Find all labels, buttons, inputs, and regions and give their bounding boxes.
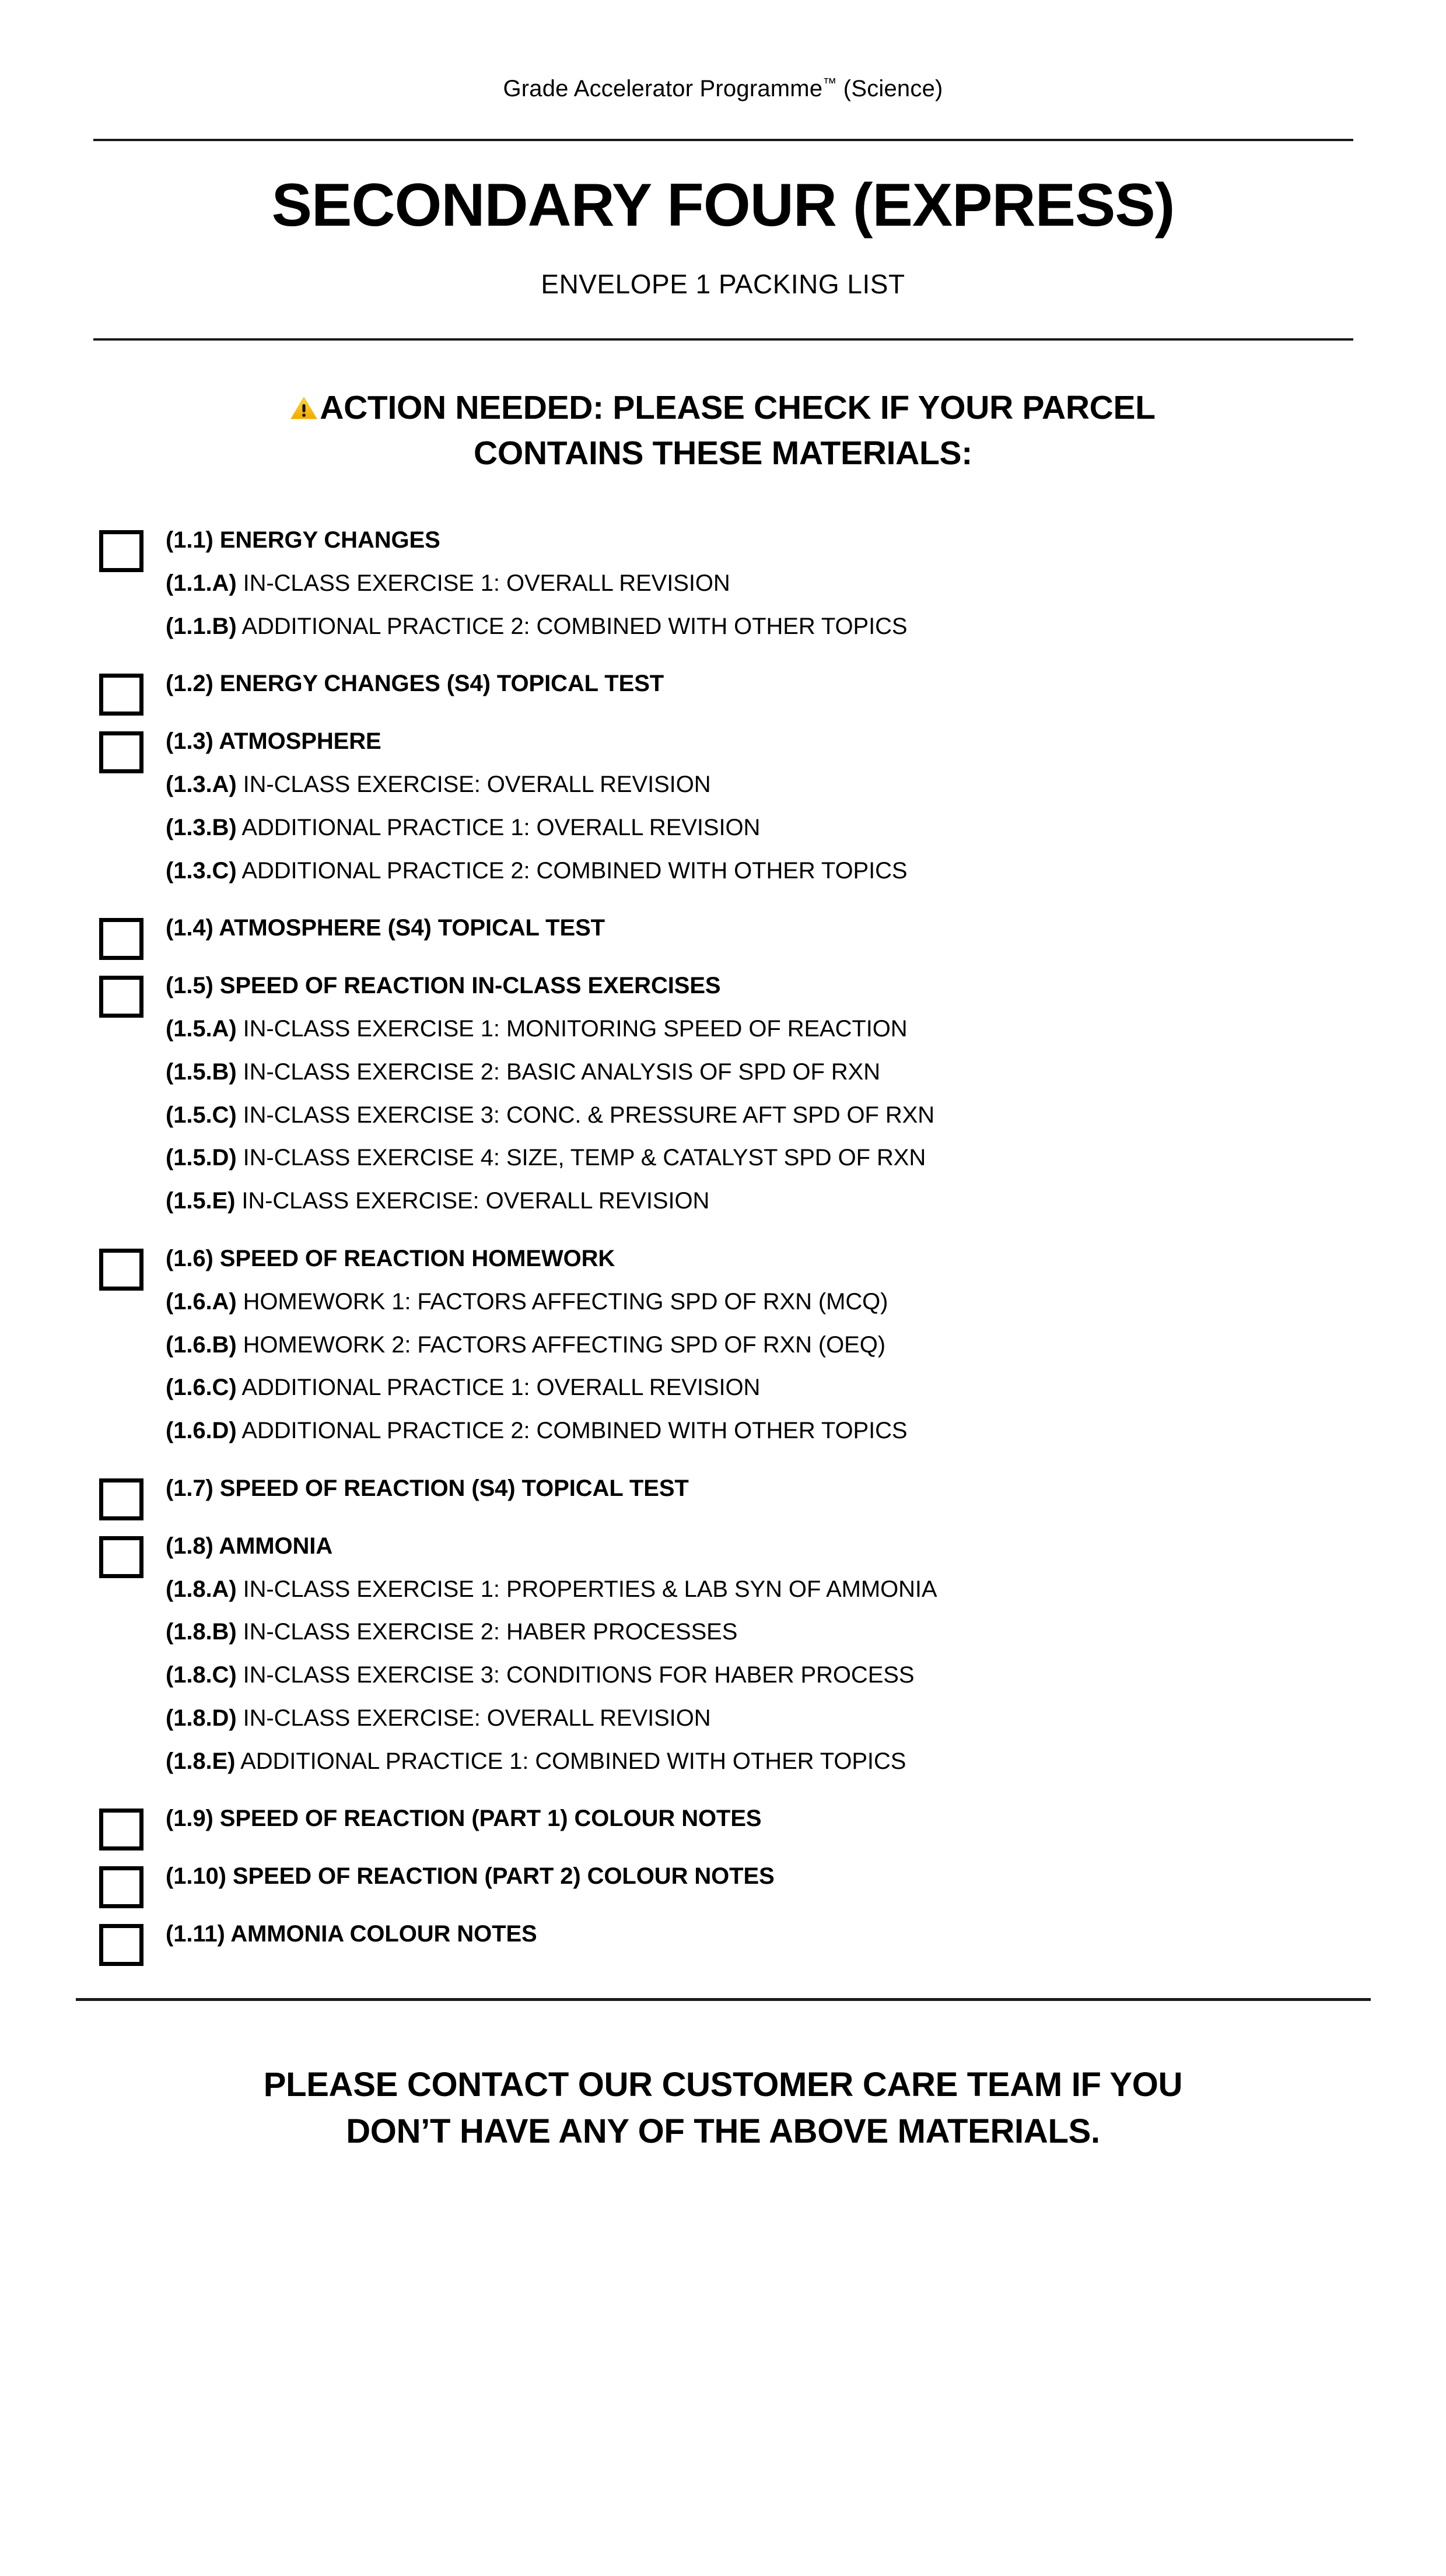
checklist-sub-item-label: IN-CLASS EXERCISE: OVERALL REVISION bbox=[241, 1188, 710, 1214]
header-divider-top bbox=[93, 139, 1353, 141]
checklist-group-title bbox=[166, 1533, 1446, 1560]
checklist-group-title bbox=[166, 1805, 1446, 1832]
checklist-sub-item bbox=[166, 613, 1446, 640]
checklist-group bbox=[99, 1863, 1446, 1890]
footer-divider bbox=[76, 1998, 1371, 2001]
checklist-group-code: (1.5) bbox=[166, 973, 213, 999]
checkbox[interactable] bbox=[99, 1866, 143, 1908]
checklist-group-title bbox=[166, 1475, 1446, 1502]
checklist-sub-item bbox=[166, 1102, 1446, 1129]
checklist-group-label: ATMOSPHERE (S4) TOPICAL TEST bbox=[219, 915, 605, 941]
checklist-sub-item bbox=[166, 570, 1446, 597]
programme-name: Grade Accelerator Programme bbox=[503, 76, 823, 101]
action-banner-line-2: CONTAINS THESE MATERIALS: bbox=[474, 434, 972, 472]
checklist-group-label: AMMONIA COLOUR NOTES bbox=[230, 1921, 537, 1947]
checklist-group-label: ATMOSPHERE bbox=[219, 728, 381, 755]
checklist-group-code: (1.10) bbox=[166, 1863, 226, 1890]
programme-subject: (Science) bbox=[836, 76, 943, 101]
checklist-group-title bbox=[166, 1863, 1446, 1890]
checklist-group-code: (1.2) bbox=[166, 671, 213, 697]
checklist-group-title bbox=[166, 1245, 1446, 1273]
checklist-sub-item-label: IN-CLASS EXERCISE: OVERALL REVISION bbox=[243, 771, 711, 797]
checklist-group-code: (1.7) bbox=[166, 1475, 213, 1501]
checklist-group-label: SPEED OF REACTION (PART 2) COLOUR NOTES bbox=[232, 1863, 775, 1890]
checklist-group-title bbox=[166, 670, 1446, 698]
checklist-sub-item-code: (1.8.B) bbox=[166, 1619, 237, 1645]
checklist-sub-item bbox=[166, 814, 1446, 842]
checklist-sub-item-code: (1.5.D) bbox=[166, 1145, 237, 1171]
checklist-group-title bbox=[166, 728, 1446, 755]
checklist-group-code: (1.8) bbox=[166, 1533, 213, 1559]
checklist-sub-item-code: (1.1.B) bbox=[166, 613, 237, 639]
checklist-group bbox=[99, 914, 1446, 942]
checkbox[interactable] bbox=[99, 976, 143, 1018]
checklist-sub-item-code: (1.6.C) bbox=[166, 1375, 237, 1401]
checklist-sub-item-code: (1.5.C) bbox=[166, 1102, 237, 1128]
footer-line-1: PLEASE CONTACT OUR CUSTOMER CARE TEAM IF YOU bbox=[263, 2065, 1183, 2104]
checklist-sub-item bbox=[166, 1144, 1446, 1172]
checklist-group bbox=[99, 1475, 1446, 1502]
checklist-sub-item-code: (1.6.B) bbox=[166, 1331, 237, 1358]
checklist-group-code: (1.3) bbox=[166, 728, 213, 755]
action-banner-line-1: ACTION NEEDED: PLEASE CHECK IF YOUR PARCEL bbox=[320, 388, 1156, 426]
checkbox[interactable] bbox=[99, 1809, 143, 1850]
checklist-group-code: (1.4) bbox=[166, 915, 213, 941]
checklist-sub-item-label: IN-CLASS EXERCISE 3: CONC. & PRESSURE AFT SPD OF RXN bbox=[243, 1102, 935, 1128]
checklist-sub-item-code: (1.8.D) bbox=[166, 1705, 237, 1731]
checklist-sub-item-label: ADDITIONAL PRACTICE 1: OVERALL REVISION bbox=[241, 814, 761, 840]
checklist-group bbox=[99, 1805, 1446, 1832]
checkbox[interactable] bbox=[99, 1924, 143, 1966]
checklist-sub-item bbox=[166, 1374, 1446, 1401]
checklist-group-title bbox=[166, 1920, 1446, 1948]
materials-checklist bbox=[0, 527, 1446, 1948]
checklist-group-label: SPEED OF REACTION IN-CLASS EXERCISES bbox=[219, 973, 721, 999]
checklist-sub-item-label: ADDITIONAL PRACTICE 1: OVERALL REVISION bbox=[241, 1375, 761, 1401]
checklist-sub-item-code: (1.1.A) bbox=[166, 570, 237, 596]
checklist-group bbox=[99, 527, 1446, 640]
checklist-group-title bbox=[166, 972, 1446, 1000]
checklist-sub-item-code: (1.3.C) bbox=[166, 857, 237, 884]
checklist-sub-item bbox=[166, 1618, 1446, 1646]
checklist-sub-item-code: (1.5.E) bbox=[166, 1188, 236, 1214]
checklist-sub-item-label: IN-CLASS EXERCISE 1: OVERALL REVISION bbox=[243, 570, 730, 596]
checklist-group-label: SPEED OF REACTION (PART 1) COLOUR NOTES bbox=[219, 1806, 762, 1832]
checklist-group-code: (1.1) bbox=[166, 527, 213, 553]
checklist-group bbox=[99, 728, 1446, 884]
programme-label bbox=[0, 75, 1446, 103]
checklist-sub-item-code: (1.3.A) bbox=[166, 771, 237, 797]
checklist-group-title bbox=[166, 914, 1446, 942]
checklist-sub-item-code: (1.8.E) bbox=[166, 1748, 236, 1774]
footer bbox=[0, 1998, 1446, 2155]
checkbox[interactable] bbox=[99, 530, 143, 572]
checklist-group-label: ENERGY CHANGES (S4) TOPICAL TEST bbox=[219, 671, 664, 697]
checklist-sub-item-label: IN-CLASS EXERCISE 4: SIZE, TEMP & CATALYST SPD OF RXN bbox=[243, 1145, 926, 1171]
checklist-sub-item-label: ADDITIONAL PRACTICE 2: COMBINED WITH OTHER TOPICS bbox=[241, 613, 908, 639]
checklist-sub-item-code: (1.8.C) bbox=[166, 1662, 237, 1688]
trademark-symbol: ™ bbox=[822, 75, 837, 92]
checkbox[interactable] bbox=[99, 1478, 143, 1520]
page-subtitle: ENVELOPE 1 PACKING LIST bbox=[541, 269, 905, 300]
checklist-sub-item-code: (1.8.A) bbox=[166, 1576, 237, 1602]
checklist-sub-item bbox=[166, 857, 1446, 885]
checklist-sub-item bbox=[166, 1059, 1446, 1086]
checklist-sub-item-label: IN-CLASS EXERCISE: OVERALL REVISION bbox=[243, 1705, 711, 1731]
checklist-sub-item bbox=[166, 1662, 1446, 1689]
checklist-sub-item-code: (1.5.A) bbox=[166, 1015, 237, 1042]
checklist-sub-item bbox=[166, 1187, 1446, 1215]
checklist-sub-item-label: ADDITIONAL PRACTICE 2: COMBINED WITH OTHER TOPICS bbox=[241, 857, 908, 884]
checklist-group bbox=[99, 1533, 1446, 1775]
checklist-sub-item bbox=[166, 1417, 1446, 1445]
checklist-group-label: ENERGY CHANGES bbox=[219, 527, 440, 553]
checkbox[interactable] bbox=[99, 674, 143, 716]
checklist-sub-item-code: (1.6.D) bbox=[166, 1418, 237, 1444]
footer-contact-note bbox=[93, 2062, 1353, 2155]
checklist-sub-item-code: (1.3.B) bbox=[166, 814, 237, 840]
checklist-sub-item-label: IN-CLASS EXERCISE 1: PROPERTIES & LAB SYN OF AMMONIA bbox=[243, 1576, 937, 1602]
page-title: SECONDARY FOUR (EXPRESS) bbox=[271, 171, 1175, 239]
checklist-sub-item bbox=[166, 1331, 1446, 1359]
checklist-sub-item-label: IN-CLASS EXERCISE 2: BASIC ANALYSIS OF SPD OF RXN bbox=[243, 1059, 881, 1085]
checklist-sub-item bbox=[166, 1705, 1446, 1732]
header-divider-bottom bbox=[93, 338, 1353, 341]
checklist-sub-item-label: ADDITIONAL PRACTICE 2: COMBINED WITH OTHER TOPICS bbox=[241, 1418, 908, 1444]
footer-line-2: DON’T HAVE ANY OF THE ABOVE MATERIALS. bbox=[346, 2112, 1100, 2150]
checkbox[interactable] bbox=[99, 1249, 143, 1291]
checklist-group bbox=[99, 972, 1446, 1215]
checklist-group-code: (1.9) bbox=[166, 1806, 213, 1832]
checklist-sub-item-label: ADDITIONAL PRACTICE 1: COMBINED WITH OTHER TOPICS bbox=[240, 1748, 906, 1774]
checklist-sub-item bbox=[166, 1015, 1446, 1043]
checklist-group bbox=[99, 1920, 1446, 1948]
masthead bbox=[0, 0, 1446, 103]
checklist-sub-item-code: (1.5.B) bbox=[166, 1059, 237, 1085]
warning-triangle-icon bbox=[290, 397, 317, 420]
checklist-group-label: SPEED OF REACTION (S4) TOPICAL TEST bbox=[219, 1475, 689, 1501]
checklist-group bbox=[99, 1245, 1446, 1445]
checklist-sub-item bbox=[166, 1576, 1446, 1603]
checklist-sub-item-code: (1.6.A) bbox=[166, 1288, 237, 1315]
checklist-group-code: (1.6) bbox=[166, 1245, 213, 1271]
checklist-group-title bbox=[166, 527, 1446, 554]
checklist-sub-item-label: IN-CLASS EXERCISE 2: HABER PROCESSES bbox=[243, 1619, 738, 1645]
checklist-sub-item bbox=[166, 771, 1446, 798]
checkbox[interactable] bbox=[99, 918, 143, 960]
title-block bbox=[0, 171, 1446, 301]
checklist-sub-item-label: HOMEWORK 1: FACTORS AFFECTING SPD OF RXN (MCQ) bbox=[243, 1288, 888, 1315]
checkbox[interactable] bbox=[99, 1536, 143, 1578]
checklist-group bbox=[99, 670, 1446, 698]
checklist-sub-item bbox=[166, 1748, 1446, 1775]
checklist-group-code: (1.11) bbox=[166, 1921, 225, 1947]
checklist-group-label: SPEED OF REACTION HOMEWORK bbox=[219, 1245, 615, 1271]
checklist-sub-item-label: IN-CLASS EXERCISE 3: CONDITIONS FOR HABER PROCESS bbox=[243, 1662, 915, 1688]
action-needed-banner bbox=[140, 385, 1307, 476]
checklist-sub-item bbox=[166, 1288, 1446, 1316]
checklist-sub-item-label: HOMEWORK 2: FACTORS AFFECTING SPD OF RXN (OEQ) bbox=[243, 1331, 885, 1358]
checklist-sub-item-label: IN-CLASS EXERCISE 1: MONITORING SPEED OF REACTION bbox=[243, 1015, 908, 1042]
checklist-group-label: AMMONIA bbox=[219, 1533, 333, 1559]
checkbox[interactable] bbox=[99, 731, 143, 773]
